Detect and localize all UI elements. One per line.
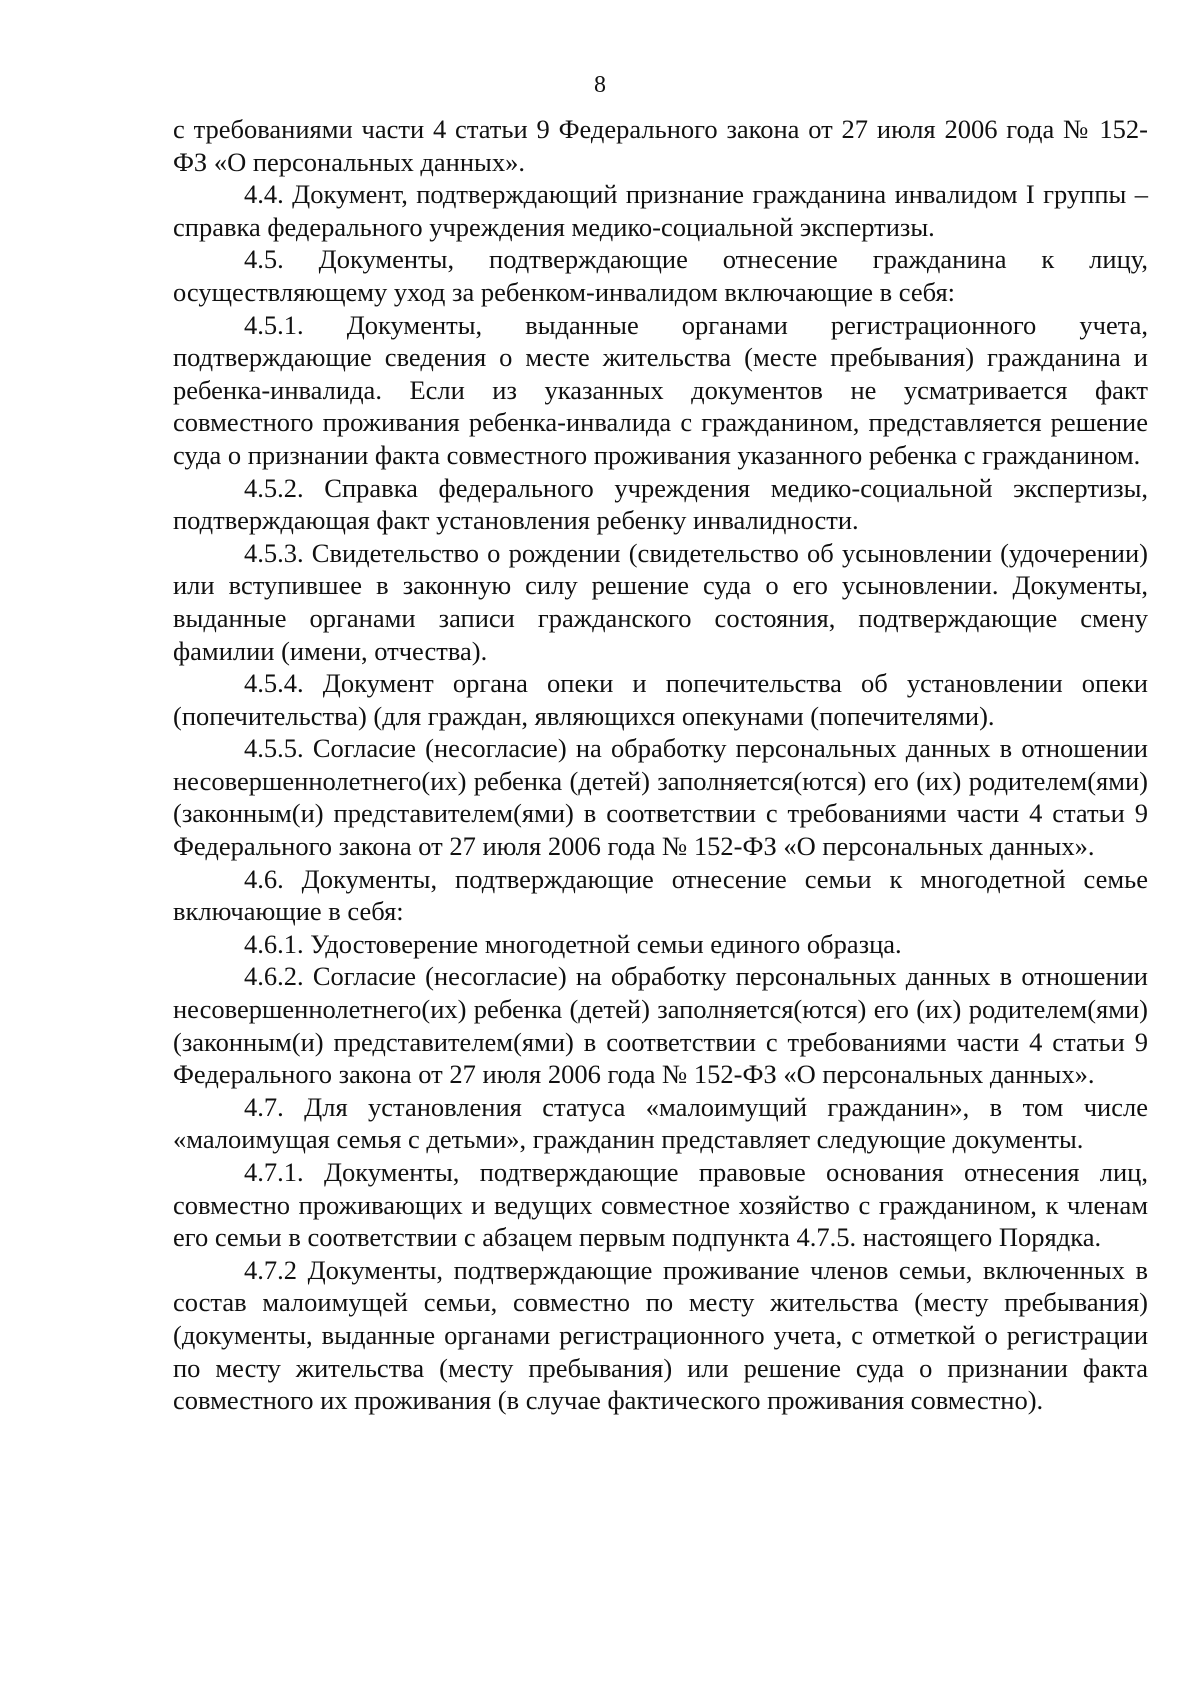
paragraph: 4.5. Документы, подтверждающие отнесение гражданина к лицу, осуществляющему уход за ребенком-инвалидом включающие в себя:	[173, 244, 1148, 307]
paragraph: 4.6.1. Удостоверение многодетной семьи единого образца.	[244, 928, 902, 959]
paragraph: 4.6. Документы, подтверждающие отнесение семьи к многодетной семье включающие в себя:	[173, 863, 1148, 927]
paragraph: 4.5.5. Согласие (несогласие) на обработку персональных данных в отношении несовершеннолетнего(их) ребенка (детей) заполняется(ются) его (их) родителем(ями) (законным(и) представителем(ями) в соответствии с требованиями части 4 статьи 9 Федерального закона от 27 июля 2006 года № 152-ФЗ «О персональных данных».	[173, 733, 1148, 862]
page-number: 8	[594, 72, 606, 98]
paragraph: 4.7. Для установления статуса «малоимущий гражданин», в том числе «малоимущая семья с детьми», гражданин представляет следующие документы.	[173, 1091, 1148, 1155]
paragraph: 4.5.1. Документы, выданные органами регистрационного учета, подтверждающие сведения о месте жительства (месте пребывания) гражданина и ребенка-инвалида. Если из указанных документов не усматривается факт совместного проживания ребенка-инвалида с гражданином, представляется решение суда о признании факта совместного проживания указанного ребенка с гражданином.	[173, 309, 1148, 470]
paragraph: 4.5.3. Свидетельство о рождении (свидетельство об усыновлении (удочерении) или вступившее в законную силу решение суда о его усыновлении. Документы, выданные органами записи гражданского состояния, подтверждающие смену фамилии (имени, отчества).	[173, 537, 1148, 666]
paragraph: 4.5.2. Справка федерального учреждения медико-социальной экспертизы, подтверждающая факт установления ребенку инвалидности.	[173, 472, 1148, 536]
paragraph: 4.7.1. Документы, подтверждающие правовые основания отнесения лиц, совместно проживающих и ведущих совместное хозяйство с гражданином, к членам его семьи в соответствии с абзацем первым подпункта 4.7.5. настоящего Порядка.	[173, 1157, 1148, 1253]
paragraph: с требованиями части 4 статьи 9 Федерального закона от 27 июля 2006 года № 152-ФЗ «О персональных данных».	[173, 114, 1148, 177]
paragraph: 4.7.2 Документы, подтверждающие проживание членов семьи, включенных в состав малоимущей семьи, совместно по месту жительства (месту пребывания) (документы, выданные органами регистрационного учета, с отметкой о регистрации по месту жительства (месту пребывания) или решение суда о признании факта совместного их проживания (в случае фактического проживания совместно).	[173, 1254, 1148, 1416]
paragraph: 4.5.4. Документ органа опеки и попечительства об установлении опеки (попечительства) (для граждан, являющихся опекунами (попечителями).	[173, 668, 1148, 731]
paragraph: 4.6.2. Согласие (несогласие) на обработку персональных данных в отношении несовершеннолетнего(их) ребенка (детей) заполняется(ются) его (их) родителем(ями) (законным(и) представителем(ями) в соответствии с требованиями части 4 статьи 9 Федерального закона от 27 июля 2006 года № 152-ФЗ «О персональных данных».	[173, 961, 1148, 1090]
document-body	[173, 113, 1148, 1417]
paragraph: 4.4. Документ, подтверждающий признание гражданина инвалидом I группы – справка федерального учреждения медико-социальной экспертизы.	[173, 179, 1148, 242]
